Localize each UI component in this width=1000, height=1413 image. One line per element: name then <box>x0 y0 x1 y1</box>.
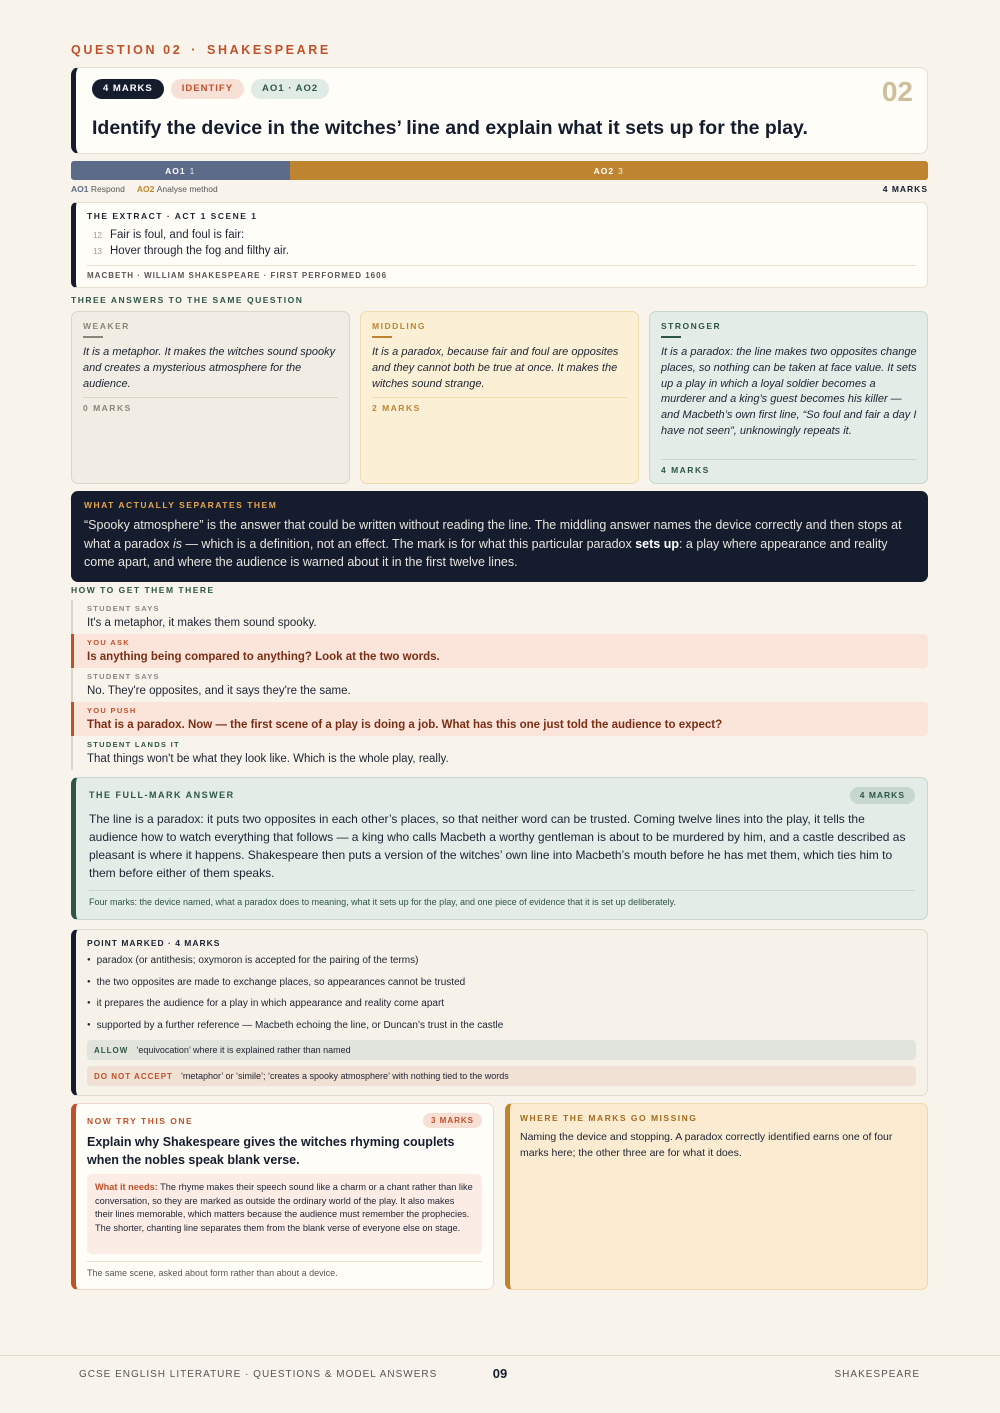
mark-point: ● paradox (or antithesis; oxymoron is accepted for the pairing of the terms) <box>87 955 503 977</box>
line-number: 12 <box>93 231 102 240</box>
answer-text: It is a paradox, because fair and foul are opposites and they cannot both be true at once. It makes the witches sound strange. <box>372 346 619 390</box>
student-turn <box>71 668 928 702</box>
turn-speaker: STUDENT SAYS <box>87 604 160 613</box>
separates-text-part: “Spooky atmosphere” is the answer that could be written without reading the line. The middling answer names the device correctly and then stops at what a paradox <box>84 518 902 551</box>
teacher-turn <box>71 634 928 668</box>
separates-emphasis: is <box>172 536 182 551</box>
separates-text-part: — which is a definition, not an effect. The mark is for what this particular paradox <box>181 536 636 551</box>
middling-answer-card <box>360 311 639 484</box>
kicker-separator: · <box>191 43 199 57</box>
question-number: 02 <box>881 76 913 107</box>
allow-text: ‘equivocation’ where it is explained rather than named <box>136 1045 351 1055</box>
line-text: Hover through the fog and filthy air. <box>110 245 289 257</box>
question-pills <box>92 79 329 99</box>
ao1-segment-marks: 1 <box>189 165 196 176</box>
full-mark-note: Four marks: the device named, what a paradox does to meaning, what it sets up for the play, and one piece of evidence that it is set up deliberately. <box>89 897 677 907</box>
turn-speaker: STUDENT LANDS IT <box>87 740 180 749</box>
turn-speaker: YOU PUSH <box>87 706 137 715</box>
dialogue <box>71 600 928 770</box>
legend-total: 4 MARKS <box>882 184 928 194</box>
section-kicker <box>71 43 331 57</box>
answer-marks: 2 MARKS <box>372 403 421 413</box>
extract-source: MACBETH · WILLIAM SHAKESPEARE · FIRST PERFORMED 1606 <box>87 271 388 280</box>
try-this-card <box>71 1103 494 1290</box>
full-mark-badge: 4 MARKS <box>850 787 915 804</box>
ao1-segment-label: AO1 <box>165 165 186 176</box>
turn-text: Is anything being compared to anything? Look at the two words. <box>87 651 440 663</box>
marks-missing-card <box>505 1103 928 1290</box>
legend-ao1-key: AO1 <box>71 184 89 194</box>
extract-card <box>71 202 928 288</box>
needs-text: The rhyme makes their speech sound like a charm or a chant rather than like conversation, so they are marked as outside the ordinary world of the play. It also makes their lines memorable, which matters because the audience must remember the prophecies. The shorter, chanting line separates them from the blank verse of everyone else on stage. <box>95 1182 473 1233</box>
student-turn <box>71 600 928 634</box>
teacher-turn <box>71 702 928 736</box>
weaker-answer-card <box>71 311 350 484</box>
deny-text: ‘metaphor’ or ‘simile’; ‘creates a spooky atmosphere’ with nothing tied to the words <box>180 1071 509 1081</box>
divider <box>87 1261 482 1262</box>
separates-text-part: : a play where appearance and reality come apart, and where the audience is warned about it in the first twelve lines. <box>84 536 888 569</box>
mark-point-list <box>87 955 503 1042</box>
turn-text: It's a metaphor, it makes them sound spooky. <box>87 617 317 629</box>
extract-line <box>93 245 289 257</box>
full-mark-label: THE FULL-MARK ANSWER <box>89 790 235 800</box>
turn-speaker: STUDENT SAYS <box>87 672 160 681</box>
page-number: 09 <box>492 1366 508 1381</box>
ao2-segment-marks: 3 <box>618 165 624 176</box>
student-lands-turn <box>71 736 928 770</box>
try-badge: 3 MARKS <box>423 1113 482 1128</box>
answer-tier: STRONGER <box>661 321 722 331</box>
deny-tag: DO NOT ACCEPT <box>94 1071 173 1081</box>
question-text: Identify the device in the witches’ line and explain what it sets up for the play. <box>92 117 808 139</box>
dialogue-section-label: HOW TO GET THEM THERE <box>71 585 215 595</box>
ao2-segment <box>290 161 928 180</box>
separates-strong: sets up <box>635 536 679 551</box>
ao-pill: AO1 · AO2 <box>251 79 329 99</box>
line-text: Fair is foul, and foul is fair: <box>110 229 245 241</box>
missing-label: WHERE THE MARKS GO MISSING <box>520 1113 698 1123</box>
full-mark-card <box>71 777 928 920</box>
turn-text: That things won't be what they look like. Which is the whole play, really. <box>87 753 449 765</box>
try-footer: The same scene, asked about form rather than about a device. <box>87 1268 338 1278</box>
footer-section: SHAKESPEARE <box>834 1369 920 1380</box>
ao-split-bar <box>71 161 928 180</box>
tier-dash <box>661 336 681 338</box>
answers-section-label: THREE ANSWERS TO THE SAME QUESTION <box>71 295 304 305</box>
try-label: NOW TRY THIS ONE <box>87 1116 194 1126</box>
legend-ao2-text: Analyse method <box>156 184 218 194</box>
full-mark-text: The line is a paradox: it puts two opposites in each other’s places, so that neither word can be trusted. Coming twelve lines into the play, it tells the audience how to watch everything that follows — a king who calls Macbeth a worthy gentleman is about to be murdered by him, and a castle described as pleasant is where it happens. Shakespeare then puts a version of the witches’ own line into Macbeth’s mouth before he has met them, which ties him to them before either of them speaks. <box>89 812 906 880</box>
extract-label: THE EXTRACT · ACT 1 SCENE 1 <box>87 211 258 221</box>
answer-tier: WEAKER <box>83 321 130 331</box>
divider <box>83 397 338 398</box>
divider <box>87 265 916 266</box>
missing-text: Naming the device and stopping. A paradox correctly identified earns one of four marks here; the other three are for what it does. <box>520 1131 893 1159</box>
divider <box>661 459 916 460</box>
ao1-segment <box>71 161 290 180</box>
ao-legend <box>71 184 928 194</box>
answer-text: It is a paradox: the line makes two opposites change places, so nothing can be taken at face value. It sets up a play in which a loyal soldier becomes a murderer and a king’s guest becomes his killer — and Macbeth’s own first line, “So foul and fair a day I have not seen”, unknowingly repeats it. <box>661 346 917 437</box>
answer-marks: 0 MARKS <box>83 403 132 413</box>
extract-line <box>93 229 244 241</box>
kicker-question: QUESTION 02 <box>71 43 183 57</box>
line-number: 13 <box>93 247 102 256</box>
mark-point: ● it prepares the audience for a play in which appearance and reality come apart <box>87 998 503 1020</box>
legend-ao1-text: Respond <box>90 184 125 194</box>
point-marked-label: POINT MARKED · 4 MARKS <box>87 938 221 948</box>
allow-tag: ALLOW <box>94 1045 129 1055</box>
answer-text: It is a metaphor. It makes the witches sound spooky and creates a mysterious atmosphere for the audience. <box>83 346 336 390</box>
allow-box <box>87 1040 916 1060</box>
answer-tier: MIDDLING <box>372 321 427 331</box>
turn-text: No. They're opposites, and it says they're the same. <box>87 685 351 697</box>
mark-point: ● the two opposites are made to exchange places, so appearances cannot be trusted <box>87 977 503 999</box>
marks-pill: 4 MARKS <box>92 79 164 99</box>
separates-panel <box>71 491 928 582</box>
kicker-topic: SHAKESPEARE <box>207 43 331 57</box>
question-card <box>71 67 928 154</box>
what-it-needs-box <box>87 1174 482 1254</box>
divider <box>372 397 627 398</box>
try-question: Explain why Shakespeare gives the witches rhyming couplets when the nobles speak blank verse. <box>87 1135 455 1167</box>
separates-text <box>84 516 916 572</box>
tier-dash <box>83 336 103 338</box>
point-marked-card <box>71 929 928 1096</box>
turn-text: That is a paradox. Now — the first scene of a play is doing a job. What has this one just told the audience to expect? <box>87 719 723 731</box>
mark-point: ● supported by a further reference — Macbeth echoing the line, or Duncan’s trust in the castle <box>87 1020 503 1042</box>
turn-speaker: YOU ASK <box>87 638 130 647</box>
ao2-segment-label: AO2 <box>593 165 615 176</box>
stronger-answer-card <box>649 311 928 484</box>
divider <box>89 890 915 891</box>
command-pill: IDENTIFY <box>171 79 244 99</box>
tier-dash <box>372 336 392 338</box>
answer-marks: 4 MARKS <box>661 465 710 475</box>
needs-label: What it needs: <box>95 1182 158 1192</box>
separates-label: WHAT ACTUALLY SEPARATES THEM <box>84 500 278 510</box>
do-not-accept-box <box>87 1066 916 1086</box>
legend-ao2-key: AO2 <box>136 184 155 194</box>
page-footer <box>0 1355 1000 1413</box>
footer-publication: GCSE ENGLISH LITERATURE · QUESTIONS & MODEL ANSWERS <box>79 1369 438 1380</box>
